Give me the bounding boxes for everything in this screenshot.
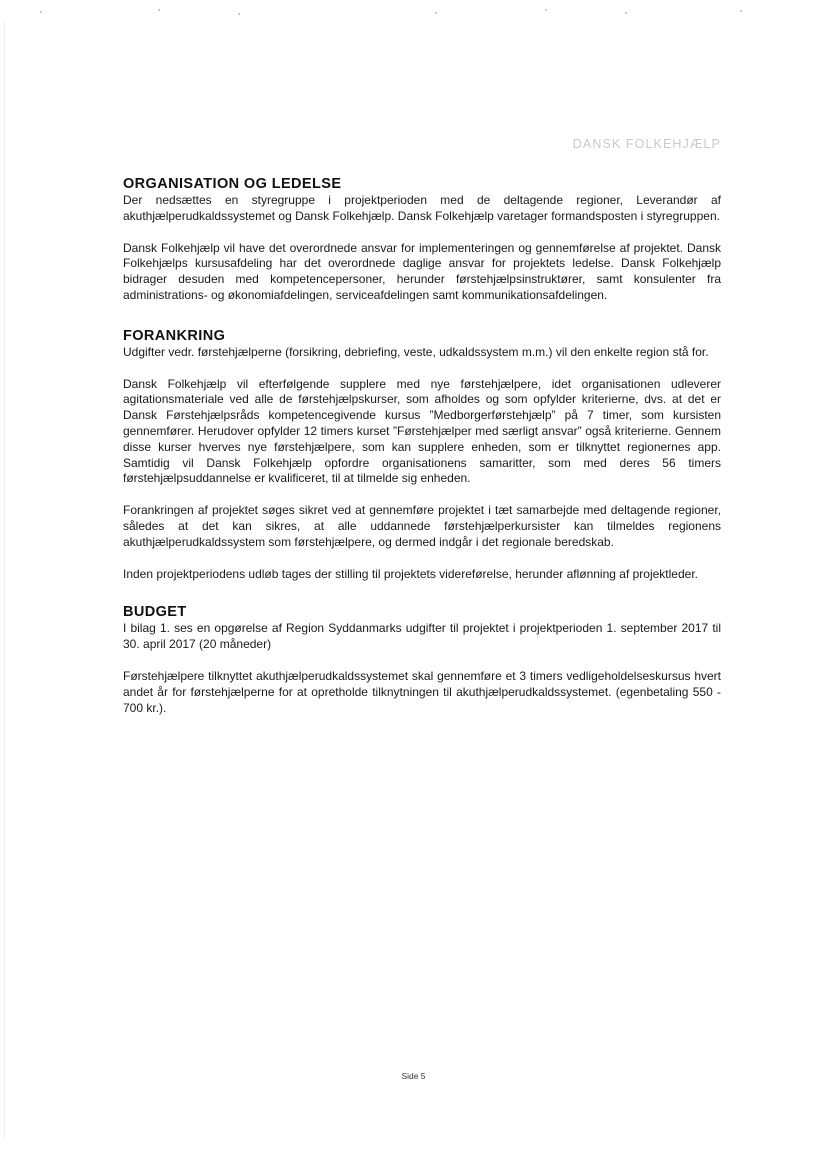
scan-edge (4, 20, 5, 1140)
section-heading: BUDGET (123, 604, 187, 621)
paragraph: Inden projektperiodens udløb tages der stilling til projektets videreførelse, herunder aflønning af projektleder. (123, 566, 698, 581)
paragraph: Udgifter vedr. førstehjælperne (forsikring, debriefing, veste, udkaldssystem m.m.) vil den enkelte region stå for. (123, 344, 709, 359)
paragraph: Der nedsættes en styregruppe i projektperioden med de deltagende regioner, Leverandør af akuthjælperudkaldssystemet og Dansk Folkehjælp. Dansk Folkehjælp varetager formandsposten i styregruppen. (123, 193, 721, 223)
paragraph: Forankringen af projektet søges sikret ved at gennemføre projektet i tæt samarbejde med deltagende regioner, således at det kan sikres, at alle uddannede førstehjælperkursister kan tilmeldes regionens akuthjælperudkaldssystem som førstehjælpere, og dermed indgår i det regionale beredskab. (123, 503, 721, 549)
document-body (123, 176, 721, 741)
section-forankring (123, 328, 721, 583)
brand-name: DANSK FOLKEHJÆLP (572, 137, 721, 151)
paragraph: Dansk Folkehjælp vil efterfølgende supplere med nye førstehjælpere, idet organisationen udleverer agitationsmateriale ved alle de førstehjælpskurser, som afholdes og som opfylder kriterierne, dvs. at det er Dansk Førstehjælpsråds kompetencegivende kursus ”Medborgerførstehjælp” på 7 timer, som kursisten gennemfører. Herudover opfylder 12 timers kurset ”Førstehjælper med særligt ansvar” også kriterierne. Gennem disse kurser hverves nye førstehjælpere, som kan supplere enheden, som er tilknyttet regionernes app. Samtidig vil Dansk Folkehjælp opfordre organisationens samaritter, som med deres 56 timers førstehjælpsuddannelse er kvalificeret, til at tilmelde sig enheden. (123, 376, 721, 486)
scan-artifacts (40, 9, 780, 17)
paragraph: Dansk Folkehjælp vil have det overordnede ansvar for implementeringen og gennemførelse af projektet. Dansk Folkehjælps kursusafdeling har det overordnede daglige ansvar for projektets ledelse. Dansk Folkehjælp bidrager desuden med kompetencepersoner, herunder førstehjælpsinstruktører, samt konsulenter fra administrations- og økonomiafdelingen, serviceafdelingen samt kommunikationsafdelingen. (123, 240, 721, 302)
section-heading: ORGANISATION OG LEDELSE (123, 176, 342, 192)
paragraph: I bilag 1. ses en opgørelse af Region Syddanmarks udgifter til projektet i projektperioden 1. september 2017 til 30. april 2017 (20 måneder) (123, 621, 721, 652)
section-heading: FORANKRING (123, 327, 226, 344)
page-number: Side 5 (401, 1071, 426, 1081)
section-organisation (123, 176, 721, 304)
paragraph: Førstehjælpere tilknyttet akuthjælperudkaldssystemet skal gennemføre et 3 timers vedligeholdelseskursus hvert andet år for førstehjælperne for at opretholde tilknytningen til akuthjælperudkaldssystemet. (egenbetaling 550 - 700 kr.). (123, 668, 721, 715)
section-budget (123, 604, 721, 716)
